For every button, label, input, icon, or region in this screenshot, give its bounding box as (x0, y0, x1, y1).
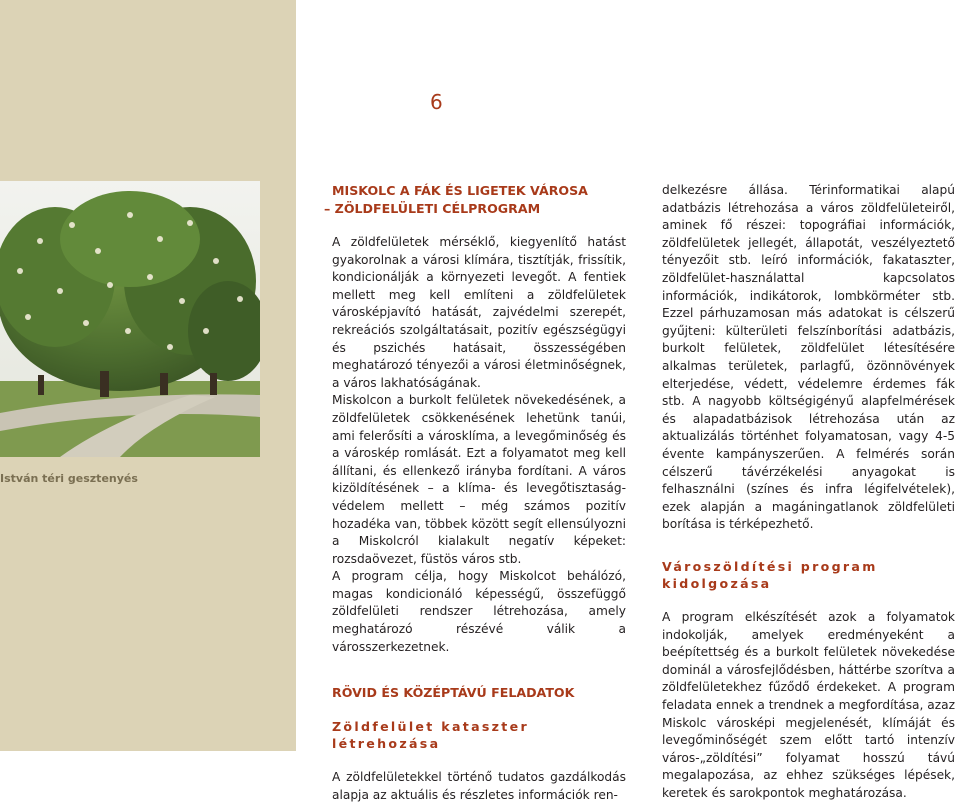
body-paragraph: Miskolcon a burkolt felületek növekedésének, a zöldfelületek csökkenésének lehetünk tanúi, ami felerősíti a városklíma, a levegőminőség és a városkép romlását. Ezt a folyamatot meg kell állítani, és ellenkező irányba fordítani. A város kizöldítésének – a klíma- és levegőtisztaság-védelem mellett – még számos pozitív hozadéka van, többek között segít ellensúlyozni a Miskolcról kialakult negatív képeket: rozsdaövezet, füstös város stb. (332, 393, 626, 566)
chestnut-trees-photo (0, 181, 260, 457)
section-title-line1: MISKOLC A FÁK ÉS LIGETEK VÁROSA (332, 183, 588, 198)
goal-paragraph: A program célja, hogy Miskolcot behálózó, magas kondicionáló képességű, összefüggő zöldfelületi rendszer létrehozása, amely meghatározó részévé válik a városszerkezetnek. (332, 569, 626, 654)
greening-program-paragraph: A program elkészítését azok a folyamatok indokolják, amelyek eredményeként a beépítettség és a burkolt felületek növekedése dominál a városfejlődésben, háttérbe szorítva a zöldfelületekhez fűződő érdekeket. A program feladata ennek a trendnek a megfordítása, azaz Miskolc városképi megjelenését, klímáját és levegőminőségét szem előtt tartó intenzív város-„zöldítési” folyamat hosszú távú megalapozása, az ehhez szükséges lépések, keretek és sarokpontok meghatározása. (662, 610, 955, 800)
text-column-left (324, 182, 626, 804)
cadastre-paragraph-continued: delkezésre állása. Térinformatikai alapú adatbázis létrehozása a város zöldfelületeiről, aminek fő részei: topográfiai információk, zöldfelületek jellegét, állapotát, veszélyeztető tényezőit stb. leíró információk, fakataszter, zöldfelület-használattal kapcsolatos információk, indikátorok, lombkörméter stb. Ezzel párhuzamosan más adatokat is célszerű gyűjteni: külterületi felszínborítási adatbázis, burkolt felületek, zöldfelület létesítésére alkalmas területek, parlagfű, özönnövények elterjedése, védett, védelemre érdemes fák stb. A nagyobb költségigényű alapfelmérések és alapadatbázisok létrehozása után az aktualizálás történhet folyamatosan, vagy 4-5 évente kampányszerűen. A felmérés során célszerű távérzékelési anyagokat is felhasználni (színes és infra légifelvételek), ezek alapján a magáningatlanok zöldfelületi borítása is térképezhető. (662, 183, 955, 532)
section-title (324, 182, 626, 218)
intro-paragraph: A zöldfelületek mérséklő, kiegyenlítő hatást gyakorolnak a városi klímára, tisztítják, frissítik, kondicionálják a környezeti levegőt. A fentiek mellett meg kell említeni a zöldfelületek városképjavító hatását, zajvédelmi szerepét, rekreációs szolgáltatásait, pozitív egészségügyi és pszichés hatásait, összességében meghatározó tényezői a városi életminőségnek, a város lakhatóságának. (332, 235, 626, 390)
text-column-right (662, 182, 955, 803)
section-title-line2: – ZÖLDFELÜLETI CÉLPROGRAM (324, 201, 541, 216)
cadastre-paragraph-start: A zöldfelületekkel történő tudatos gazdálkodás alapja az aktuális és részletes információk ren- (332, 770, 626, 802)
page-number: 6 (430, 90, 443, 114)
cadastre-subheading: Zöldfelület kataszter létrehozása (332, 718, 529, 752)
photo-caption: István téri gesztenyés (0, 472, 138, 485)
greening-program-subheading: Városzöldítési program kidolgozása (662, 558, 878, 592)
tasks-heading: RÖVID ÉS KÖZÉPTÁVÚ FELADATOK (332, 685, 575, 701)
